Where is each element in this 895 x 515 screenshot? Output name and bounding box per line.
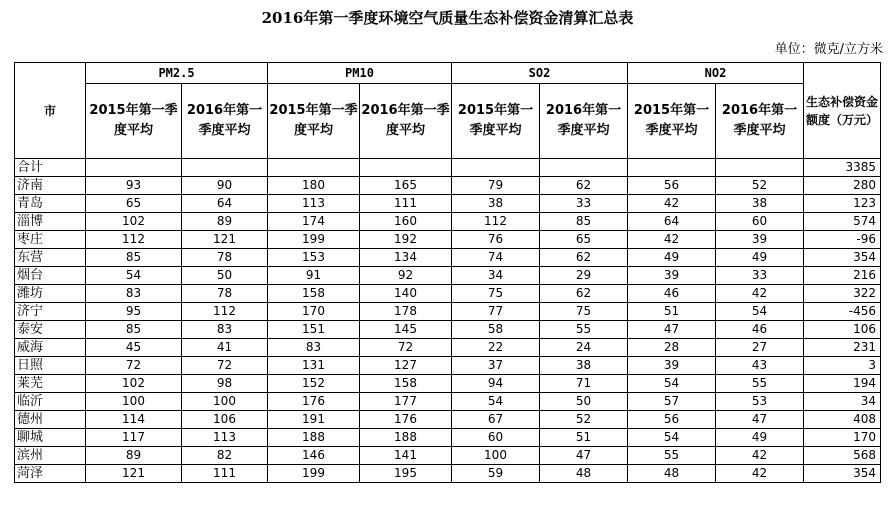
value-cell: 55 xyxy=(628,447,716,465)
value-cell: 102 xyxy=(86,375,182,393)
value-cell: 195 xyxy=(360,465,452,483)
city-name: 菏泽 xyxy=(15,465,86,483)
compensation-cell: 231 xyxy=(804,339,881,357)
value-cell: 131 xyxy=(268,357,360,375)
table-row xyxy=(15,411,881,429)
value-cell: 91 xyxy=(268,267,360,285)
value-cell: 27 xyxy=(716,339,804,357)
value-cell: 50 xyxy=(182,267,268,285)
value-cell: 77 xyxy=(452,303,540,321)
value-cell: 85 xyxy=(540,213,628,231)
value-cell: 145 xyxy=(360,321,452,339)
value-cell: 102 xyxy=(86,213,182,231)
value-cell: 42 xyxy=(716,465,804,483)
value-cell: 34 xyxy=(452,267,540,285)
compensation-cell: 574 xyxy=(804,213,881,231)
value-cell: 174 xyxy=(268,213,360,231)
document-title: 2016年第一季度环境空气质量生态补偿资金清算汇总表 xyxy=(261,9,634,27)
value-cell: 54 xyxy=(628,429,716,447)
table-row xyxy=(15,339,881,357)
value-cell: 92 xyxy=(360,267,452,285)
value-cell: 51 xyxy=(628,303,716,321)
value-cell: 94 xyxy=(452,375,540,393)
empty-cell xyxy=(86,159,182,177)
value-cell: 111 xyxy=(182,465,268,483)
value-cell: 52 xyxy=(716,177,804,195)
compensation-cell: 170 xyxy=(804,429,881,447)
value-cell: 76 xyxy=(452,231,540,249)
value-cell: 65 xyxy=(86,195,182,213)
value-cell: 60 xyxy=(716,213,804,231)
table-row xyxy=(15,267,881,285)
value-cell: 89 xyxy=(86,447,182,465)
value-cell: 85 xyxy=(86,321,182,339)
value-cell: 46 xyxy=(716,321,804,339)
table-row xyxy=(15,357,881,375)
value-cell: 152 xyxy=(268,375,360,393)
value-cell: 75 xyxy=(540,303,628,321)
value-cell: 55 xyxy=(540,321,628,339)
value-cell: 83 xyxy=(86,285,182,303)
city-name: 淄博 xyxy=(15,213,86,231)
value-cell: 47 xyxy=(540,447,628,465)
value-cell: 72 xyxy=(360,339,452,357)
empty-cell xyxy=(360,159,452,177)
value-cell: 62 xyxy=(540,249,628,267)
value-cell: 29 xyxy=(540,267,628,285)
value-cell: 100 xyxy=(452,447,540,465)
value-cell: 55 xyxy=(716,375,804,393)
group-header-pm25: PM2.5 xyxy=(86,63,268,84)
value-cell: 74 xyxy=(452,249,540,267)
sub-header-2015: 2015年第一季度平均 xyxy=(628,84,716,159)
value-cell: 199 xyxy=(268,231,360,249)
value-cell: 42 xyxy=(628,231,716,249)
city-name: 潍坊 xyxy=(15,285,86,303)
compensation-cell: 3 xyxy=(804,357,881,375)
value-cell: 60 xyxy=(452,429,540,447)
value-cell: 111 xyxy=(360,195,452,213)
value-cell: 89 xyxy=(182,213,268,231)
table-row xyxy=(15,231,881,249)
table-row xyxy=(15,393,881,411)
group-header-so2: SO2 xyxy=(452,63,628,84)
value-cell: 192 xyxy=(360,231,452,249)
value-cell: 45 xyxy=(86,339,182,357)
value-cell: 146 xyxy=(268,447,360,465)
table-row xyxy=(15,303,881,321)
city-name: 威海 xyxy=(15,339,86,357)
compensation-cell: 354 xyxy=(804,465,881,483)
value-cell: 43 xyxy=(716,357,804,375)
value-cell: 48 xyxy=(540,465,628,483)
header-row-periods xyxy=(15,84,881,159)
value-cell: 57 xyxy=(628,393,716,411)
compensation-cell: 280 xyxy=(804,177,881,195)
city-name: 临沂 xyxy=(15,393,86,411)
value-cell: 134 xyxy=(360,249,452,267)
compensation-cell: 354 xyxy=(804,249,881,267)
value-cell: 52 xyxy=(540,411,628,429)
value-cell: 90 xyxy=(182,177,268,195)
value-cell: 153 xyxy=(268,249,360,267)
table-row xyxy=(15,429,881,447)
table-row xyxy=(15,195,881,213)
city-name: 烟台 xyxy=(15,267,86,285)
value-cell: 39 xyxy=(716,231,804,249)
value-cell: 56 xyxy=(628,177,716,195)
value-cell: 42 xyxy=(716,285,804,303)
city-name: 滨州 xyxy=(15,447,86,465)
table-row xyxy=(15,465,881,483)
value-cell: 72 xyxy=(86,357,182,375)
value-cell: 58 xyxy=(452,321,540,339)
value-cell: 113 xyxy=(268,195,360,213)
total-compensation: 3385 xyxy=(804,159,881,177)
table-row xyxy=(15,447,881,465)
value-cell: 54 xyxy=(86,267,182,285)
value-cell: 33 xyxy=(716,267,804,285)
value-cell: 106 xyxy=(182,411,268,429)
value-cell: 100 xyxy=(86,393,182,411)
city-name: 济南 xyxy=(15,177,86,195)
value-cell: 112 xyxy=(86,231,182,249)
value-cell: 188 xyxy=(268,429,360,447)
value-cell: 176 xyxy=(268,393,360,411)
value-cell: 85 xyxy=(86,249,182,267)
sub-header-2016: 2016年第一季度平均 xyxy=(182,84,268,159)
value-cell: 191 xyxy=(268,411,360,429)
compensation-cell: -456 xyxy=(804,303,881,321)
table-row xyxy=(15,285,881,303)
city-name: 青岛 xyxy=(15,195,86,213)
value-cell: 49 xyxy=(716,429,804,447)
value-cell: 177 xyxy=(360,393,452,411)
value-cell: 82 xyxy=(182,447,268,465)
city-name: 东营 xyxy=(15,249,86,267)
sub-header-2016: 2016年第一季度平均 xyxy=(540,84,628,159)
compensation-cell: 106 xyxy=(804,321,881,339)
sub-header-2015: 2015年第一季度平均 xyxy=(452,84,540,159)
value-cell: 24 xyxy=(540,339,628,357)
value-cell: 49 xyxy=(628,249,716,267)
value-cell: 38 xyxy=(716,195,804,213)
value-cell: 51 xyxy=(540,429,628,447)
value-cell: 75 xyxy=(452,285,540,303)
value-cell: 64 xyxy=(182,195,268,213)
value-cell: 38 xyxy=(452,195,540,213)
value-cell: 28 xyxy=(628,339,716,357)
value-cell: 112 xyxy=(452,213,540,231)
total-label: 合计 xyxy=(15,159,86,177)
value-cell: 79 xyxy=(452,177,540,195)
value-cell: 98 xyxy=(182,375,268,393)
table-row xyxy=(15,375,881,393)
table-row xyxy=(15,213,881,231)
value-cell: 54 xyxy=(452,393,540,411)
compensation-cell: 34 xyxy=(804,393,881,411)
value-cell: 83 xyxy=(182,321,268,339)
value-cell: 53 xyxy=(716,393,804,411)
value-cell: 48 xyxy=(628,465,716,483)
empty-cell xyxy=(452,159,540,177)
value-cell: 158 xyxy=(268,285,360,303)
city-name: 泰安 xyxy=(15,321,86,339)
compensation-cell: 322 xyxy=(804,285,881,303)
value-cell: 100 xyxy=(182,393,268,411)
compensation-cell: 568 xyxy=(804,447,881,465)
city-name: 枣庄 xyxy=(15,231,86,249)
compensation-cell: -96 xyxy=(804,231,881,249)
empty-cell xyxy=(540,159,628,177)
value-cell: 41 xyxy=(182,339,268,357)
empty-cell xyxy=(716,159,804,177)
value-cell: 83 xyxy=(268,339,360,357)
value-cell: 141 xyxy=(360,447,452,465)
value-cell: 37 xyxy=(452,357,540,375)
value-cell: 180 xyxy=(268,177,360,195)
value-cell: 42 xyxy=(628,195,716,213)
group-header-no2: NO2 xyxy=(628,63,804,84)
value-cell: 93 xyxy=(86,177,182,195)
city-name: 莱芜 xyxy=(15,375,86,393)
value-cell: 64 xyxy=(628,213,716,231)
sub-header-2016: 2016年第一季度平均 xyxy=(716,84,804,159)
empty-cell xyxy=(628,159,716,177)
value-cell: 151 xyxy=(268,321,360,339)
table-body xyxy=(15,159,881,483)
value-cell: 176 xyxy=(360,411,452,429)
empty-cell xyxy=(182,159,268,177)
summary-table xyxy=(14,62,881,483)
table-row xyxy=(15,177,881,195)
value-cell: 158 xyxy=(360,375,452,393)
city-name: 聊城 xyxy=(15,429,86,447)
value-cell: 33 xyxy=(540,195,628,213)
value-cell: 67 xyxy=(452,411,540,429)
sub-header-2015: 2015年第一季度平均 xyxy=(268,84,360,159)
empty-cell xyxy=(268,159,360,177)
value-cell: 46 xyxy=(628,285,716,303)
value-cell: 49 xyxy=(716,249,804,267)
value-cell: 54 xyxy=(628,375,716,393)
value-cell: 50 xyxy=(540,393,628,411)
value-cell: 47 xyxy=(716,411,804,429)
value-cell: 39 xyxy=(628,357,716,375)
city-header: 市 xyxy=(15,63,86,159)
value-cell: 54 xyxy=(716,303,804,321)
value-cell: 188 xyxy=(360,429,452,447)
city-name: 德州 xyxy=(15,411,86,429)
value-cell: 121 xyxy=(182,231,268,249)
value-cell: 112 xyxy=(182,303,268,321)
group-header-pm10: PM10 xyxy=(268,63,452,84)
compensation-cell: 216 xyxy=(804,267,881,285)
table-row xyxy=(15,249,881,267)
value-cell: 121 xyxy=(86,465,182,483)
compensation-cell: 123 xyxy=(804,195,881,213)
city-name: 日照 xyxy=(15,357,86,375)
value-cell: 39 xyxy=(628,267,716,285)
value-cell: 22 xyxy=(452,339,540,357)
value-cell: 117 xyxy=(86,429,182,447)
value-cell: 165 xyxy=(360,177,452,195)
value-cell: 62 xyxy=(540,285,628,303)
value-cell: 59 xyxy=(452,465,540,483)
table-row xyxy=(15,321,881,339)
value-cell: 38 xyxy=(540,357,628,375)
unit-label: 单位：微克/立方米 xyxy=(774,42,883,57)
value-cell: 65 xyxy=(540,231,628,249)
value-cell: 114 xyxy=(86,411,182,429)
value-cell: 170 xyxy=(268,303,360,321)
value-cell: 178 xyxy=(360,303,452,321)
value-cell: 113 xyxy=(182,429,268,447)
value-cell: 160 xyxy=(360,213,452,231)
compensation-cell: 194 xyxy=(804,375,881,393)
city-name: 济宁 xyxy=(15,303,86,321)
value-cell: 127 xyxy=(360,357,452,375)
total-row xyxy=(15,159,881,177)
sub-header-2015: 2015年第一季度平均 xyxy=(86,84,182,159)
value-cell: 42 xyxy=(716,447,804,465)
value-cell: 47 xyxy=(628,321,716,339)
value-cell: 78 xyxy=(182,249,268,267)
value-cell: 199 xyxy=(268,465,360,483)
value-cell: 71 xyxy=(540,375,628,393)
value-cell: 56 xyxy=(628,411,716,429)
value-cell: 95 xyxy=(86,303,182,321)
header-row-groups xyxy=(15,63,881,84)
value-cell: 140 xyxy=(360,285,452,303)
value-cell: 78 xyxy=(182,285,268,303)
value-cell: 62 xyxy=(540,177,628,195)
compensation-cell: 408 xyxy=(804,411,881,429)
compensation-header: 生态补偿资金额度（万元） xyxy=(804,63,881,159)
sub-header-2016: 2016年第一季度平均 xyxy=(360,84,452,159)
value-cell: 72 xyxy=(182,357,268,375)
